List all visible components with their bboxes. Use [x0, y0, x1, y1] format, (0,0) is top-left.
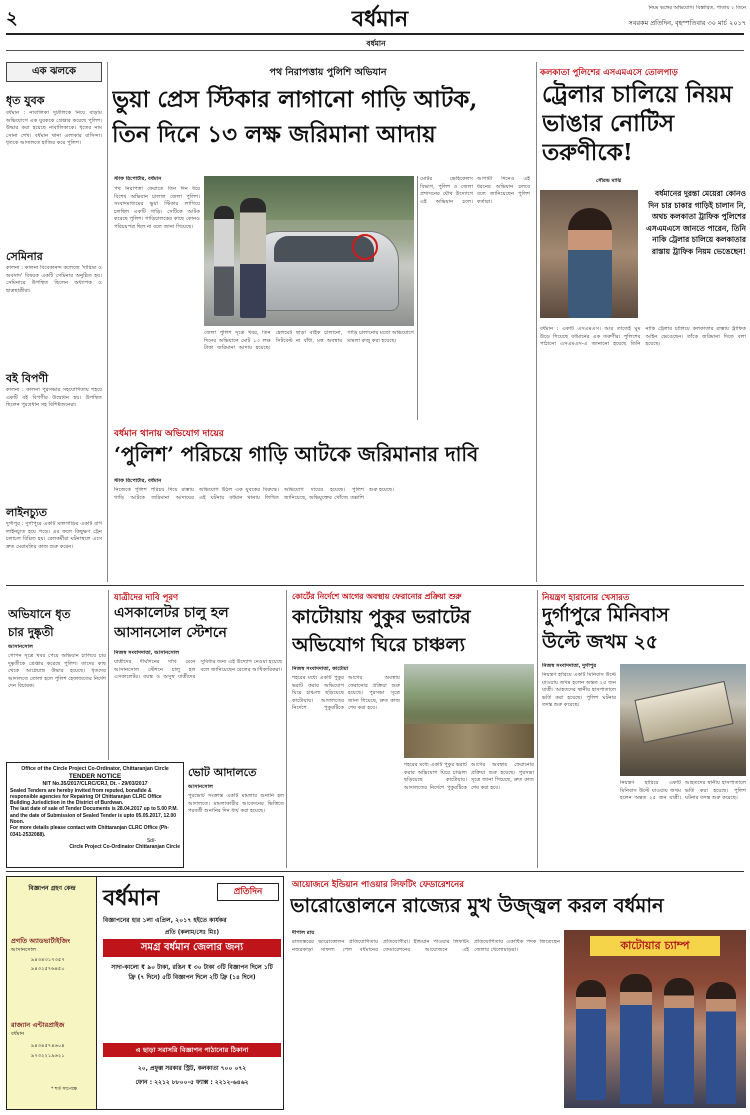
- column-divider: [537, 590, 538, 868]
- durgapur-body: নিয়ন্ত্রণ হারিয়ে একটি মিনিবাস উল্টে যাওয়ায় জখম হলেন অন্তত ২৫ জন যাত্রী। আহতদের স্থানীয় হাসপাতালে ভর্তি করা হয়েছে। পুলিশ ঘটনার তদন্ত শুরু করেছে।: [620, 780, 746, 802]
- lead-headline-line-2: তিন দিনে ১৩ লক্ষ জরিমানা আদায়: [112, 121, 436, 148]
- advert-label: বিজ্ঞাপন গ্রহণ কেন্দ্র: [28, 885, 76, 892]
- advert-address-title: এ ছাড়া সরাসরি বিজ্ঞাপন পাঠানোর ঠিকানা: [103, 1043, 281, 1057]
- durgapur-byline: নিজস্ব সংবাদদাতা, দুর্গাপুর: [542, 663, 597, 669]
- second-body: নিজেকে পুলিশ পরিচয় দিয়ে রাস্তায় গাড়ি আটকে জরিমানা আদায়ের অভিযোগ উঠল এক যুবকের বিরুদ্ধে। এই ঘটনায় বর্ধমান থানায় লিখিত অভিযোগ দায়ের হয়েছে। পুলিশ জানিয়েছে, অভিযুক্তের খোঁজে তল্লাশি শুরু হয়েছে।: [114, 487, 395, 501]
- agency-phone: ৯৪৩৪৫৭৪৬০৪: [31, 1043, 65, 1049]
- arrest-body: গোপন সূত্রে খবর পেয়ে অভিযান চালিয়ে চার দুষ্কৃতীকে গ্রেপ্তার করেছে পুলিশ। তাদের কাছ থেকে আগ্নেয়াস্ত্র উদ্ধার হয়েছে। ধৃতদের আদালতে তোলা হলে পুলিশ হেফাজতের নির্দেশ দেন বিচারক।: [8, 653, 106, 690]
- person-shape: [240, 198, 266, 318]
- brief-item-title: ধৃত যুবক: [6, 94, 45, 107]
- tender-nit: NIT No.35/2017/CLRC/CRJ, Dt. - 29/03/2017: [42, 780, 148, 787]
- arrest-headline-line-2: চার দুষ্কৃতী: [8, 625, 54, 639]
- tender-office: Office of the Circle Project Co-Ordinator, Chittaranjan Circle: [21, 766, 169, 772]
- section-label: বর্ধমান: [366, 39, 386, 48]
- header-rule: [6, 33, 744, 35]
- bus-shape: [634, 681, 733, 743]
- durgapur-photo: [620, 664, 746, 776]
- katwa-headline-line-2: অভিযোগ ঘিরে চাঞ্চল্য: [292, 634, 466, 656]
- advert-price-line: প্রতি (কলাম/সেঃ মিঃ): [164, 929, 220, 936]
- section-divider: [6, 585, 744, 586]
- section-divider: [6, 871, 744, 872]
- feature-body: বর্ধমান : একটি এসএমএস। আর তাতেই ঘুম উড়ে গিয়েছে বর্ধমানের এক তরুণীর। পুলিশের পাঠানো এসএমএস-এ জানানো হয়েছে তিনি নাকি ট্রেলার চালিয়ে কলকাতার রাস্তায় ট্রাফিক আইন ভেঙেছেন। তাঁকে জরিমানা দিতে বলা হয়েছে।: [540, 326, 746, 348]
- person-shape: [568, 208, 612, 318]
- column-divider: [536, 62, 537, 582]
- advert-condition: * শর্ত সাপেক্ষে: [51, 1087, 78, 1092]
- arrest-headline-line-1: অভিযানে ধৃত: [8, 607, 71, 621]
- photo-banner: কাটোয়ার চ্যাম্প: [590, 936, 720, 956]
- page-header: [0, 0, 750, 52]
- feature-headline: ট্রেলার চালিয়ে নিয়ম ভাঙার নোটিস তরুণীকে!: [542, 81, 733, 166]
- katwa-headline-line-1: কাটোয়ায় পুকুর ভরাটের: [292, 606, 471, 628]
- brief-item-body: কালনা : কালনা বিবেকানন্দ কলেজে 'দারিদ্র্য ও অবসাদ' বিষয়ক একটি সেমিনার অনুষ্ঠিত হয়। সেমিনারে উপস্থিত ছিলেন অধ্যাপক ও ছাত্রছাত্রীরা।: [6, 265, 102, 294]
- weightlifting-photo: [564, 930, 746, 1108]
- feature-photo: [540, 190, 638, 318]
- tender-body: Sealed Tenders are hereby invited from reputed, bonafide & responsible agencies for Repairing Of Chittaranjan CLRC Office Building Jurisdiction in the District of Burdwan.: [10, 787, 162, 807]
- tender-notice: [6, 762, 184, 868]
- brief-item-title: বই বিপণী: [6, 372, 49, 385]
- feature-kicker: কলকাতা পুলিশের এসএমএসে তোলপাড়: [540, 68, 678, 78]
- tender-dates: The last date of sale of Tender Documents is 28.04.2017 up to 5.00 P.M. and the date of Submission of Sealed Tender is upto 05.05.2017, 12.00 Noon.: [10, 806, 178, 826]
- weightlifting-headline: ভারোত্তোলনে রাজ্যের মুখ উজ্জ্বল করল বর্ধমান: [290, 894, 664, 917]
- weightlifting-kicker: আয়োজনে ইন্ডিয়ান পাওয়ার লিফটিং ফেডারেশনের: [292, 880, 464, 890]
- brief-item-body: কালনা : কালনা পুরসভার সহযোগিতায় শহরে একটি বই বিপণীর উদ্বোধন হয়। উপস্থিত ছিলেন পুরপ্রধান সহ বিশিষ্টজনেরা।: [6, 387, 102, 409]
- escalator-body: যাত্রীদের দীর্ঘদিনের দাবি মেনে আসানসোল স্টেশনে চালু হল এসকালেটর। বয়স্ক ও অসুস্থ যাত্রীদের সুবিধার জন্য এই উদ্যোগ নেওয়া হয়েছে বলে জানিয়েছেন রেলের আধিকারিকরা।: [114, 659, 282, 681]
- column-divider: [108, 590, 109, 760]
- escalator-headline-line-1: এসকালেটর চালু হল: [114, 605, 229, 621]
- person-shape: [706, 982, 736, 1104]
- highlight-circle: [352, 234, 378, 260]
- durgapur-headline-line-1: দুর্গাপুরে মিনিবাস: [542, 604, 669, 626]
- weightlifting-body: রাজ্যস্তরের ভারোত্তোলন প্রতিযোগিতায় নজরকাড়া সাফল্য পেল বর্ধমানের প্রতিযোগীরা। ইন্ডিয়ান পাওয়ার লিফটিং ফেডারেশনের আয়োজনে এই প্রতিযোগিতায় একাধিক পদক জিতেছেন জেলার খেলোয়াড়রা।: [292, 939, 560, 953]
- escalator-headline-line-2: আসানসোল স্টেশনে: [114, 625, 227, 641]
- header-rule-2: [6, 50, 744, 51]
- brief-item-title: সেমিনার: [6, 250, 43, 263]
- agency-phone: ৯৪৩২৫৭৬৪৫০: [31, 966, 65, 972]
- person-shape: [576, 980, 606, 1100]
- tender-signatory: Circle Project Co-Ordinator Chittaranjan Circle: [69, 844, 180, 851]
- katwa-photo: [404, 664, 534, 758]
- brief-item-title: লাইনচ্যুত: [6, 506, 48, 519]
- page-number: ২: [6, 8, 18, 29]
- agency-place: আসানসোল: [11, 947, 36, 953]
- tender-title: TENDER NOTICE: [68, 772, 122, 780]
- durgapur-body: নিয়ন্ত্রণ হারিয়ে একটি মিনিবাস উল্টে যাওয়ায় জখম হলেন অন্তত ২৫ জন যাত্রী। আহতদের স্থানীয় হাসপাতালে ভর্তি করা হয়েছে। পুলিশ ঘটনার তদন্ত শুরু করেছে।: [542, 672, 616, 709]
- tender-contact: For more details please contact with Chittaranjan CLRC Office (Ph-0341-2532088).: [10, 825, 169, 838]
- agency-name: রাজ্যান এন্টারপ্রাইজ: [11, 1021, 65, 1029]
- advert-brand: বর্ধমান: [103, 885, 160, 911]
- column-divider: [286, 590, 287, 868]
- escalator-kicker: যাত্রীদের দাবি পূরণ: [114, 593, 179, 603]
- arrest-byline: আসানসোল: [8, 644, 33, 650]
- person-shape: [620, 974, 652, 1104]
- person-shape: [664, 978, 694, 1104]
- header-info-line-1: নিয়ম ভঙ্গের অভিযোগ। বিস্তারিত, পাতায় ২ তিনে: [648, 5, 746, 11]
- durgapur-kicker: নিয়ন্ত্রণ হারানোর খেসারত: [542, 593, 630, 603]
- court-body: পুরভোট সংক্রান্ত একটি মামলার শুনানি হল আদালতে। মামলাকারীর আবেদনের ভিত্তিতে পরবর্তী শুনানির দিন ধার্য করা হয়েছে।: [188, 793, 284, 815]
- brief-item-body: বর্ধমান : নাবালিকা দুটালিকে নিয়ে বাড়ায় অভিযোগে এক যুবককে গ্রেপ্তার করেছে পুলিশ। উদ্ধার করা হয়েছে নাবালিকাকে। ধৃতের নাম সোনা শেখ। বর্ধমান থানা এলাকার বাসিন্দা। ধৃতকে আদালতে হাজির করে পুলিশ।: [6, 110, 102, 147]
- advert-address: ২০, প্রফুল্ল সরকার স্ট্রিট, কলকাতা ৭০০ ০৭২: [137, 1065, 247, 1072]
- lead-kicker: পথ নিরাপত্তায় পুলিশি অভিযান: [269, 67, 387, 78]
- lead-body: জেলা পুলিশ সূত্রে খবর, তিন দিনের অভিযানে মোট ১৩ লক্ষ টাকা জরিমানা আদায় হয়েছে। হেলমেট ছাড়া বাইক চালানো, সিটবেল্ট না বাঁধা, মত্ত অবস্থায় গাড়ি চালানোর মতো অভিযোগে মামলা রুজু করা হয়েছে।: [204, 330, 414, 352]
- agency-phone: ৯৪৩৪৩১৭৩৫৭: [31, 957, 65, 963]
- advert-date-line: বিজ্ঞাপনের হার ১লা এপ্রিল, ২০১৭ হইতে কার্যকর: [103, 917, 227, 924]
- durgapur-headline-line-2: উল্টে জখম ২৫: [542, 631, 659, 653]
- briefs-box-title: এক ঝলকে: [6, 62, 102, 82]
- column-divider: [107, 62, 108, 582]
- column-divider: [417, 176, 418, 420]
- katwa-byline: নিজস্ব সংবাদদাতা, কাটোয়া: [292, 666, 349, 672]
- katwa-body: শহরের মধ্যে একটি পুকুর ভরাট করার অভিযোগ ঘিরে চাঞ্চল্য ছড়িয়েছে কাটোয়ায়। আদালতের নির্দেশে পুকুরটিকে আগের অবস্থায় ফেরানোর প্রক্রিয়া শুরু হয়েছে। পুরসভা সূত্রে জানা গিয়েছে, দ্রুত কাজ শেষ করা হবে।: [404, 762, 534, 791]
- court-byline: আসানসোল: [188, 784, 213, 790]
- brief-item-body: দুর্গাপুর : দুর্গাপুরে একটি মালগাড়ির একটি বগি লাইনচ্যুত হয়ে পড়ে। এর ফলে কিছুক্ষণ ট্রেন চলাচল বিঘ্নিত হয়। রেলকর্মীরা ঘটনাস্থলে এসে দ্রুত মেরামতির কাজ শুরু করেন।: [6, 521, 102, 550]
- advert-left-panel: [7, 877, 97, 1109]
- feature-pull-quote: বর্ধমানের দুরন্তা মেয়েরা কোনও দিন চার চাকার গাড়িই চালান নি, অথচ কলকাতা ট্রাফিক পুলিশের এসএমএসে জানতে পারেন, তিনি নাকি ট্রেলার চালিয়ে কলকাতার রাস্তায় ট্রাফিক নিয়ম ভেঙেছেন!: [646, 189, 746, 256]
- second-headline: ‘পুলিশ’ পরিচয়ে গাড়ি আটকে জরিমানার দাবি: [114, 442, 479, 466]
- weightlifting-byline: দীপাল রায়: [292, 930, 315, 936]
- katwa-body: শহরের মধ্যে একটি পুকুর ভরাট করার অভিযোগ ঘিরে চাঞ্চল্য ছড়িয়েছে কাটোয়ায়। আদালতের নির্দেশে পুকুরটিকে আগের অবস্থায় ফেরানোর প্রক্রিয়া শুরু হয়েছে। পুরসভা সূত্রে জানা গিয়েছে, দ্রুত কাজ শেষ করা হবে।: [292, 675, 400, 712]
- advert-block: [6, 876, 284, 1110]
- katwa-kicker: কোর্টের নির্দেশে আগের অবস্থায় ফেরানোর প্রক্রিয়া শুরু: [292, 592, 462, 601]
- agency-phone: ৯৭৩২২১৯৬২১: [31, 1053, 65, 1059]
- advert-phone: ফোন : ২২১২ ৮৮০০-৫ ফ্যাক্স : ২২১২-৬৪৬২: [135, 1079, 249, 1086]
- court-headline: ভোট আদালতে: [188, 766, 257, 779]
- lead-byline: স্টাফ রিপোর্টার, বর্ধমান: [114, 176, 162, 182]
- lead-body: পথ নিরাপত্তা ফেরাতে তিন দিন ধরে বিশেষ অভিযান চালাল জেলা পুলিশ। সংবাদমাধ্যমের ভুয়া স্টিকার লাগিয়ে চলছিল একটি গাড়ি। সেটিকে আটক করেছে পুলিশ। গাড়িচালকের কাছে কোনও পরিচয়পত্র ছিল না বলে জানা গিয়েছে।: [114, 186, 200, 230]
- tender-signed: Sd/-: [146, 837, 156, 844]
- second-kicker: বর্ধমান থানায় অভিযোগ দায়ের: [114, 429, 224, 439]
- advert-rates: সাদা-কালো ₹ ৯০ টাকা, রঙিন ₹ ৩০ টাকা ৩টি বিজ্ঞাপন দিলে ১টি ফ্রি (৭ দিনে) ৫টি বিজ্ঞাপন দিলে ২টি ফ্রি (১৪ দিনে): [111, 964, 273, 981]
- agency-name: প্রগতি অ্যাডভার্টাইজিং: [11, 937, 71, 945]
- masthead: বর্ধমান: [351, 6, 409, 32]
- header-info-line-2: সবরকম প্রতিদিন, বৃহস্পতিবার ৩০ মার্চ ২০১৭: [628, 19, 746, 27]
- lead-headline-line-1: ভুয়া প্রেস স্টিকার লাগানো গাড়ি আটক,: [112, 86, 478, 113]
- lead-photo: [204, 176, 414, 326]
- second-byline: স্টাফ রিপোর্টার, বর্ধমান: [114, 478, 162, 484]
- feature-byline: সৌরভ মাঝি: [596, 178, 622, 184]
- left-column: [6, 62, 106, 582]
- advert-banner: সমগ্র বর্ধমান জেলার জন্য: [103, 939, 281, 957]
- agency-place: বর্ধমান: [11, 1031, 25, 1037]
- person-shape: [214, 206, 234, 316]
- lead-body: মোটর ভেহিকেলস বিভাগ, পুলিশ ও জেলা প্রশাসনের যৌথ উদ্যোগে এই অভিযান চলে। আগামী দিনেও এই ধরনের অভিযান চলবে বলে জানিয়েছেন পুলিশ কর্তারা।: [420, 176, 530, 205]
- escalator-byline: নিজস্ব সংবাদদাতা, আসানসোল: [114, 650, 180, 656]
- pratidin-logo: প্রতিদিন: [217, 883, 279, 901]
